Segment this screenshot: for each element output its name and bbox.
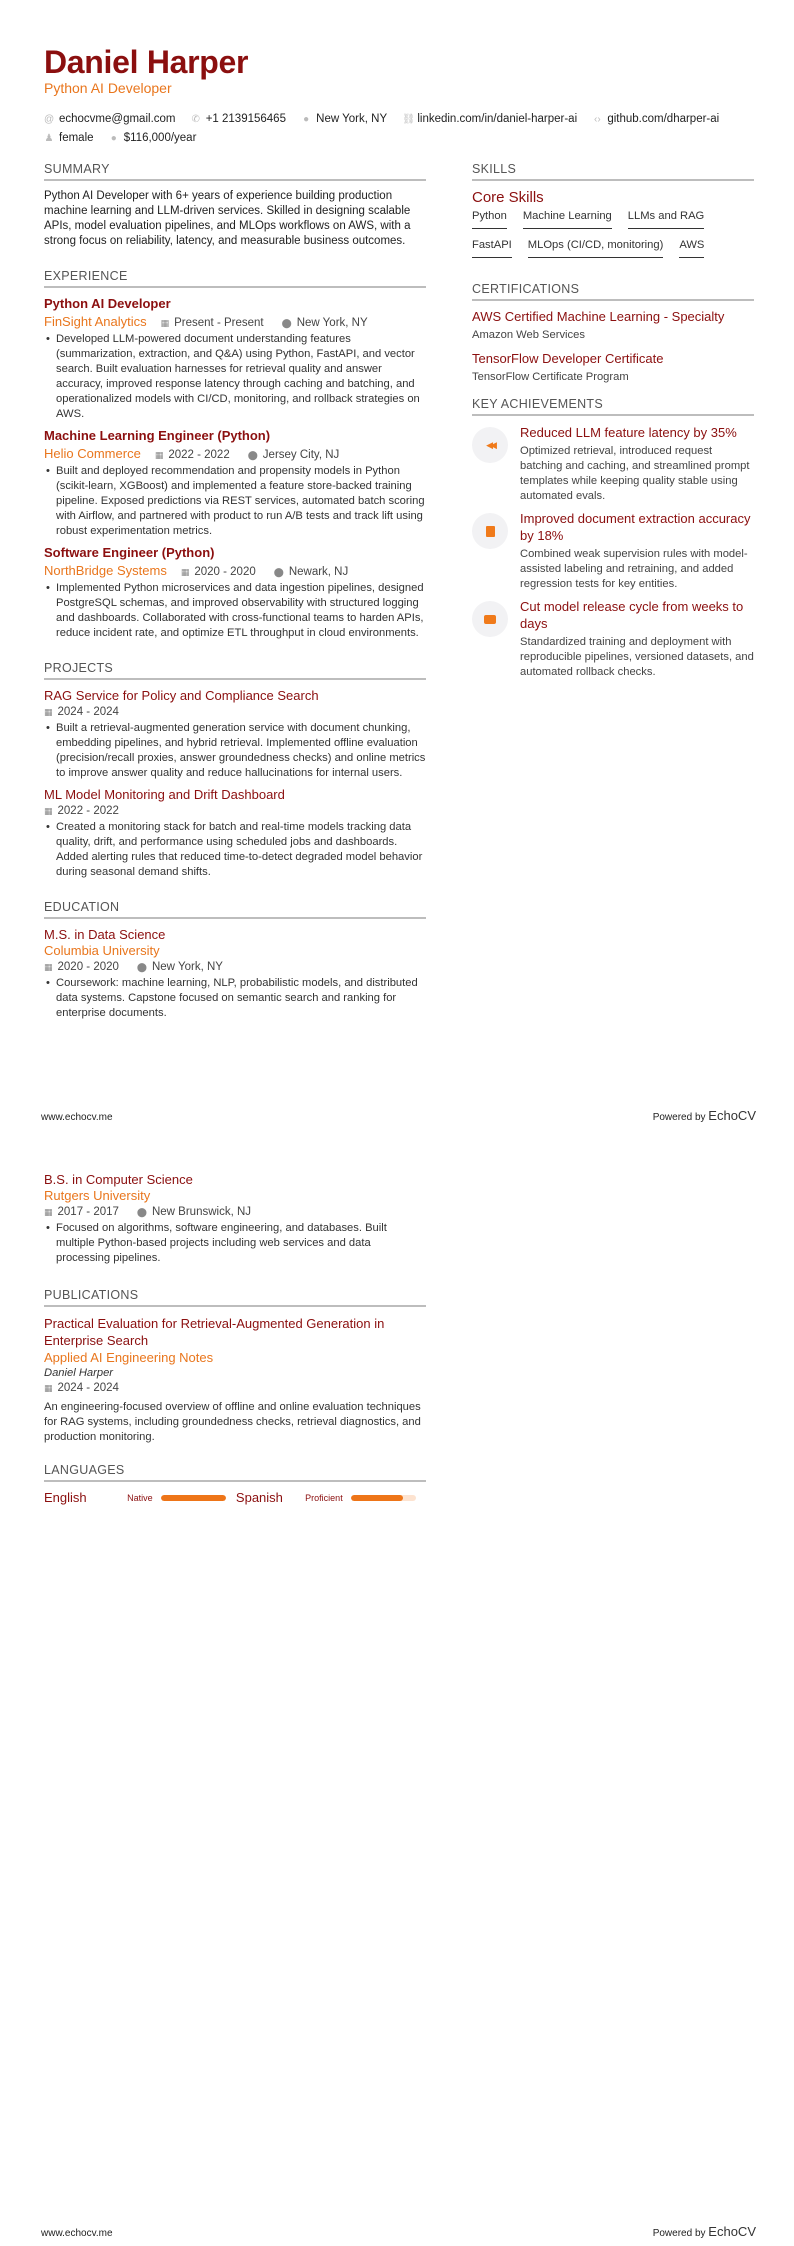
achievement-item <box>472 424 754 504</box>
skill-group-title: Core Skills <box>472 189 544 206</box>
summary-text: Python AI Developer with 6+ years of experience building production machine learning and LLM-driven services. Skilled in designing scalable APIs, model evaluation pipelines, and MLOps workflows on AWS, with a strong focus on reliability, latency, and measurable business outcomes. <box>44 190 411 247</box>
job-location: Jersey City, NJ <box>262 449 340 461</box>
contact-github[interactable]: ‹› github.com/dharper-ai <box>592 110 719 129</box>
calendar-icon: ▦ <box>44 806 53 816</box>
calendar-icon: ▦ <box>44 1383 53 1393</box>
skill-tag: LLMs and RAG <box>628 210 704 229</box>
left-column-page-2 <box>44 1170 426 1505</box>
job-location: New York, NY <box>296 317 368 329</box>
link-icon: ⛓ <box>402 114 416 125</box>
education-location: New Brunswick, NJ <box>151 1206 252 1218</box>
job-dates: 2022 - 2022 <box>168 449 230 461</box>
section-heading: EDUCATION <box>44 900 426 919</box>
calendar-icon: ▦ <box>44 707 53 717</box>
certification-name: TensorFlow Developer Certificate <box>472 351 664 366</box>
calendar-icon: ▦ <box>180 567 190 577</box>
language-proficiency-bar <box>161 1495 226 1501</box>
achievement-title: Reduced LLM feature latency by 35% <box>520 425 737 440</box>
contact-phone[interactable]: ✆ +1 2139156465 <box>191 110 286 129</box>
languages-section <box>44 1463 426 1505</box>
experience-item <box>44 296 426 422</box>
achievements-section <box>472 397 754 680</box>
project-title: ML Model Monitoring and Drift Dashboard <box>44 787 285 802</box>
language-name: English <box>44 1490 87 1505</box>
experience-item <box>44 545 426 641</box>
education-dates: 2017 - 2017 <box>57 1206 119 1218</box>
contact-salary: ● $116,000/year <box>109 129 197 148</box>
experience-section <box>44 269 426 641</box>
publication-author: Daniel Harper <box>44 1367 114 1379</box>
location-pin-icon: ⬤ <box>247 450 258 460</box>
section-heading: CERTIFICATIONS <box>472 282 754 301</box>
skill-tag: Python <box>472 210 507 229</box>
footer-site-link[interactable]: www.echocv.me <box>41 2228 113 2239</box>
achievement-title: Improved document extraction accuracy by 18% <box>520 511 751 543</box>
language-level: Proficient <box>305 1492 343 1503</box>
education-bullet: • Focused on algorithms, software engineering, and databases. Built multiple Python-based projects including web services and data processing pipelines. <box>44 1221 426 1266</box>
company-name: Helio Commerce <box>44 446 141 461</box>
education-item <box>44 1172 426 1266</box>
location-pin-icon: ⬤ <box>273 567 284 577</box>
education-section <box>44 900 426 1021</box>
location-pin-icon: ⬤ <box>136 1207 147 1217</box>
contact-linkedin[interactable]: ⛓ linkedin.com/in/daniel-harper-ai <box>402 110 577 129</box>
contact-location: ● New York, NY <box>301 110 387 129</box>
company-name: FinSight Analytics <box>44 314 147 329</box>
section-heading: KEY ACHIEVEMENTS <box>472 397 754 416</box>
achievement-desc: Optimized retrieval, introduced request batching and caching, and streamlined prompt templates while keeping quality stable using automated evals. <box>520 445 750 502</box>
job-dates: 2020 - 2020 <box>194 566 256 578</box>
job-bullet: • Implemented Python microservices and data ingestion pipelines, designed PostgreSQL schemas, and improved observability with structured logging and dashboards. Collaborated with cross-functional teams to harden APIs, reduce incident rate, and optimize ETL throughput in cloud environments. <box>44 581 426 641</box>
project-dates: 2022 - 2022 <box>57 805 119 817</box>
skill-tags <box>472 210 754 268</box>
projects-section <box>44 661 426 880</box>
calendar-icon: ▦ <box>160 318 170 328</box>
chat-icon <box>472 601 508 637</box>
certifications-section <box>472 282 754 383</box>
calendar-icon: ▦ <box>44 1207 53 1217</box>
contact-email[interactable]: @ echocvme@gmail.com <box>44 110 176 129</box>
skill-tag: FastAPI <box>472 239 512 258</box>
footer-site-link[interactable]: www.echocv.me <box>41 1112 113 1123</box>
education-dates: 2020 - 2020 <box>57 961 119 973</box>
location-pin-icon: ⬤ <box>281 318 292 328</box>
job-location: Newark, NJ <box>288 566 349 578</box>
publication-desc: An engineering-focused overview of offline and online evaluation techniques for RAG systems, including groundedness checks, retrieval diagnostics, and production monitoring. <box>44 1401 421 1443</box>
resume-page-2 <box>0 1130 794 2246</box>
publications-section <box>44 1288 426 1445</box>
summary-section <box>44 162 426 249</box>
certification-issuer: Amazon Web Services <box>472 329 585 341</box>
contact-gender: ♟ female <box>44 129 94 148</box>
degree: B.S. in Computer Science <box>44 1172 193 1187</box>
publication-title: Practical Evaluation for Retrieval-Augmented Generation in Enterprise Search <box>44 1316 385 1348</box>
email-icon: @ <box>44 114 55 125</box>
job-bullet: • Developed LLM-powered document understanding features (summarization, extraction, and Q&A) using Python, FastAPI, and vector search. Built evaluation harnesses for retrieval quality and answer accuracy, improved response latency through caching and batching, and operationalized models with CI/CD, monitoring, and rollback strategies on AWS. <box>44 332 426 422</box>
achievement-desc: Standardized training and deployment with reproducible pipelines, versioned datasets, and automated rollback checks. <box>520 636 754 678</box>
footer-powered-by: Powered by EchoCV <box>652 2224 756 2239</box>
project-bullet: • Created a monitoring stack for batch and real-time models tracking data quality, drift, and performance using scheduled jobs and dashboards. Added alerting rules that reduced time-to-detect degraded model behavior during seasonal demand shifts. <box>44 820 426 880</box>
school-name: Columbia University <box>44 943 160 958</box>
salary-icon: ● <box>110 133 117 144</box>
education-location: New York, NY <box>151 961 223 973</box>
person-icon: ♟ <box>44 133 54 144</box>
phone-icon: ✆ <box>191 114 200 125</box>
achievement-title: Cut model release cycle from weeks to days <box>520 599 744 631</box>
project-item <box>44 688 426 781</box>
section-heading: PUBLICATIONS <box>44 1288 426 1307</box>
experience-item <box>44 428 426 539</box>
candidate-name: Daniel Harper <box>44 44 249 80</box>
section-heading: EXPERIENCE <box>44 269 426 288</box>
school-name: Rutgers University <box>44 1188 151 1203</box>
footer-powered-by: Powered by EchoCV <box>652 1108 756 1123</box>
skills-section <box>472 162 754 268</box>
section-heading: SUMMARY <box>44 162 426 181</box>
project-bullet: • Built a retrieval-augmented generation service with document chunking, embedding pipelines, and hybrid retrieval. Implemented offline evaluation (precision/recall proxies, answer groundedness checks) and online metrics to improve answer quality and reduce hallucinations for internal users. <box>44 721 426 781</box>
job-title: Machine Learning Engineer (Python) <box>44 428 271 443</box>
degree: M.S. in Data Science <box>44 927 166 942</box>
education-item <box>44 927 426 1021</box>
achievement-item <box>472 510 754 592</box>
right-column <box>472 162 754 686</box>
candidate-title: Python AI Developer <box>44 80 172 96</box>
publication-dates: 2024 - 2024 <box>57 1382 119 1394</box>
certification-name: AWS Certified Machine Learning - Specialty <box>472 309 725 324</box>
company-name: NorthBridge Systems <box>44 563 167 578</box>
location-pin-icon: ⬤ <box>136 962 147 972</box>
education-bullet: • Coursework: machine learning, NLP, probabilistic models, and distributed data systems. Capstone focused on semantic search and ranking for enterprise documents. <box>44 976 426 1021</box>
project-item <box>44 787 426 880</box>
project-title: RAG Service for Policy and Compliance Search <box>44 688 319 703</box>
section-heading: PROJECTS <box>44 661 426 680</box>
job-title: Python AI Developer <box>44 296 171 311</box>
publication-venue: Applied AI Engineering Notes <box>44 1350 214 1365</box>
calendar-icon: ▦ <box>44 962 53 972</box>
job-bullet: • Built and deployed recommendation and propensity models in Python (scikit-learn, XGBoost) and implemented a feature store-backed training pipeline. Exposed predictions via REST services, automated batch scoring with Airflow, and partnered with product to run A/B tests and track lift using robust experimentation metrics. <box>44 464 426 539</box>
language-name: Spanish <box>235 1490 283 1505</box>
rewind-icon: ◀◀ <box>472 427 508 463</box>
document-icon <box>472 513 508 549</box>
code-icon: ‹› <box>594 114 601 125</box>
language-proficiency-bar <box>351 1495 416 1501</box>
achievement-desc: Combined weak supervision rules with model-assisted labeling and retraining, and added regression tests for key entities. <box>520 548 748 590</box>
skill-tag: Machine Learning <box>523 210 612 229</box>
language-level: Native <box>127 1492 153 1503</box>
calendar-icon: ▦ <box>154 450 164 460</box>
location-icon: ● <box>303 114 310 125</box>
section-heading: LANGUAGES <box>44 1463 426 1482</box>
echocv-brand: EchoCV <box>708 1108 756 1123</box>
certification-issuer: TensorFlow Certificate Program <box>472 371 629 383</box>
achievement-item <box>472 598 754 680</box>
skill-tag: AWS <box>679 239 704 258</box>
job-title: Software Engineer (Python) <box>44 545 215 560</box>
section-heading: SKILLS <box>472 162 754 181</box>
left-column <box>44 162 426 1021</box>
contact-list <box>44 110 764 148</box>
echocv-brand: EchoCV <box>708 2224 756 2239</box>
skill-tag: MLOps (CI/CD, monitoring) <box>528 239 664 258</box>
job-dates: Present - Present <box>174 317 264 329</box>
project-dates: 2024 - 2024 <box>57 706 119 718</box>
